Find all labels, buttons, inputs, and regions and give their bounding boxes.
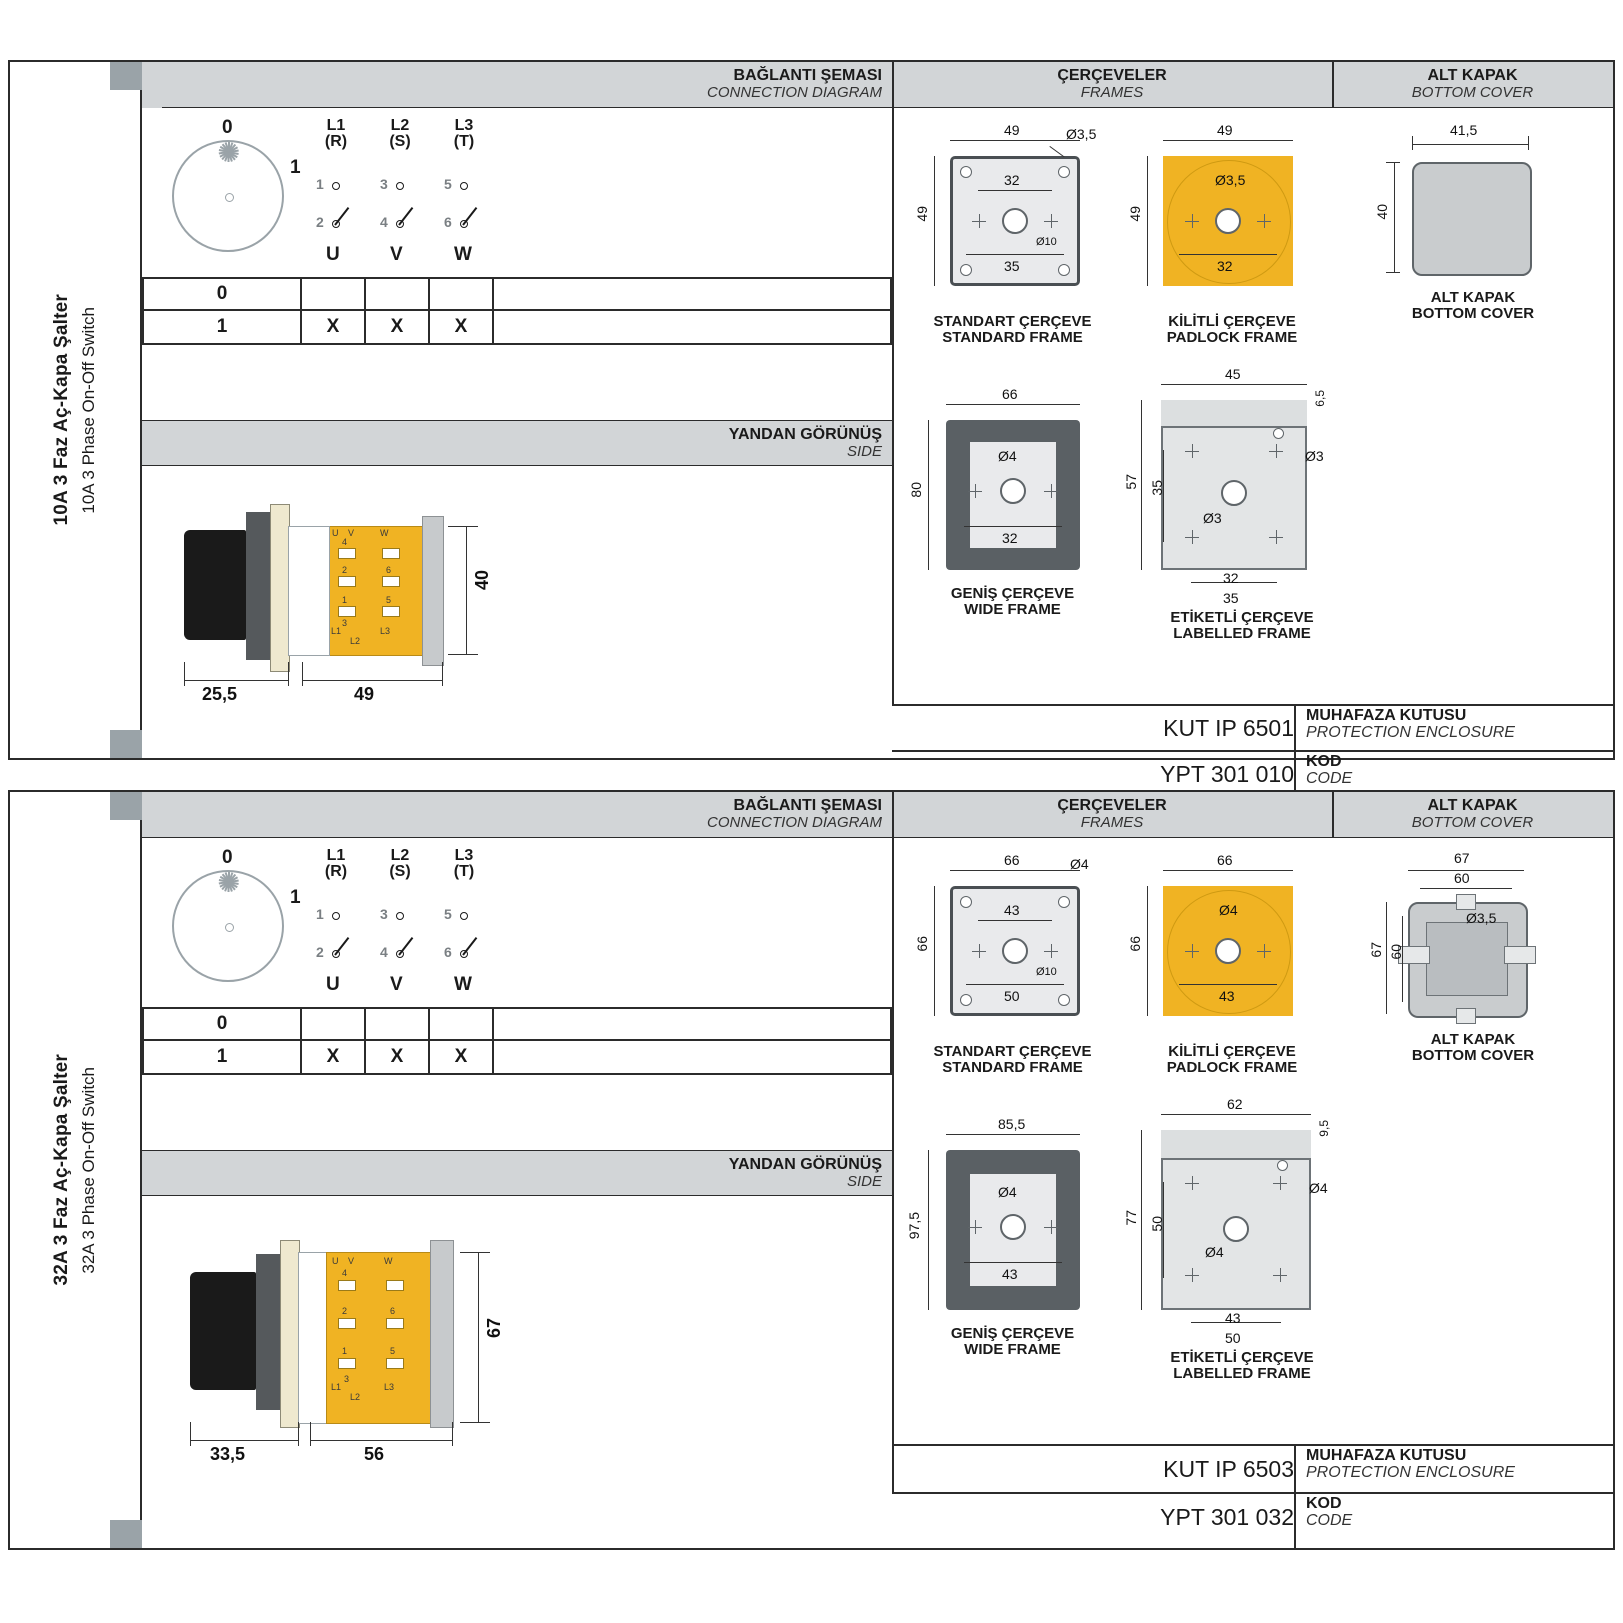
phase-label-l3: L3 (T) (453, 847, 475, 880)
section-32a (8, 790, 1615, 1550)
frame-wide-name-en: WIDE FRAME (964, 1341, 1061, 1359)
dim-length: 49 (354, 684, 375, 704)
dim-std-top: 49 (1004, 122, 1020, 138)
sv-terminal-2: 2 (342, 565, 348, 575)
dim-cover-width2: 60 (1454, 870, 1470, 886)
header-side-tr: YANDAN GÖRÜNÜŞ (728, 1155, 882, 1173)
section-title-en: 10A 3 Phase On-Off Switch (79, 306, 98, 514)
frame-labelled-32a (1123, 1092, 1357, 1402)
header-frames-tr: ÇERÇEVELER (1057, 67, 1167, 85)
header-side (142, 1150, 892, 1196)
table-cell: X (430, 1041, 494, 1073)
content-32a (142, 792, 1613, 1548)
dim-std-inner-bottom: 35 (1004, 258, 1020, 274)
phase-label-l2: L2 (S) (389, 117, 411, 150)
dim-cover-height: 67 (1368, 942, 1384, 958)
dim-std-top: 66 (1004, 852, 1020, 868)
sv-terminal-1: 1 (342, 1346, 348, 1356)
dial-label-1: 1 (290, 157, 301, 178)
dim-std-inner-top: 43 (1004, 902, 1020, 918)
dim-wide-top: 66 (1002, 386, 1018, 402)
sv-terminal-l3: L3 (384, 1382, 395, 1392)
frame-labelled-name-tr: ETİKETLİ ÇERÇEVE (1170, 609, 1314, 626)
terminal-num-3: 3 (380, 176, 388, 192)
sv-terminal-6: 6 (386, 565, 392, 575)
terminal-num-6: 6 (444, 214, 452, 230)
table-cell-pos: 0 (144, 279, 302, 309)
terminal-label-w: W (454, 974, 472, 995)
terminal-num-2: 2 (316, 944, 324, 960)
dial-label-0: 0 (222, 847, 233, 868)
terminal-num-3: 3 (380, 906, 388, 922)
truth-table-10a (142, 277, 892, 345)
header-frames (892, 792, 1332, 838)
terminal-num-5: 5 (444, 176, 452, 192)
sv-terminal-l1: L1 (331, 626, 342, 636)
table-row (144, 1041, 890, 1073)
frame-wide-32a (900, 1110, 1125, 1400)
terminal-label-w: W (454, 244, 472, 265)
dim-height: 40 (472, 570, 492, 591)
dim-lab-top: 62 (1227, 1096, 1243, 1112)
dim-std-inner-bottom: 50 (1004, 988, 1020, 1004)
table-cell: X (366, 1041, 430, 1073)
table-cell (430, 1009, 494, 1039)
product-code-32a: YPT 301 032 (1160, 1503, 1294, 1530)
enclosure-code-10a: KUT IP 6501 (1163, 714, 1294, 741)
header-frames-en: FRAMES (1080, 84, 1144, 102)
terminal-num-6: 6 (444, 944, 452, 960)
frame-wide-name-tr: GENİŞ ÇERÇEVE (950, 585, 1075, 602)
position-dial-32a (172, 870, 284, 982)
product-code-desc-10a: KOD CODE (1306, 753, 1353, 787)
frame-standard-name-en: STANDARD FRAME (942, 329, 1083, 347)
enclosure-desc-10a: MUHAFAZA KUTUSU PROTECTION ENCLOSURE (1306, 707, 1515, 741)
switch-body (326, 526, 424, 656)
table-cell (366, 279, 430, 309)
sv-terminal-v: V (348, 1256, 355, 1266)
dim-lab-left-inner: 50 (1149, 1216, 1165, 1232)
frame-labelled-name-en: LABELLED FRAME (1173, 625, 1311, 643)
dim-std-left: 66 (914, 936, 930, 952)
dim-lab-left-outer: 77 (1123, 1210, 1139, 1226)
dim-lab-hole1: Ø3 (1305, 448, 1324, 464)
dim-cover-hole: Ø3,5 (1466, 910, 1497, 926)
header-bottom-cover (1332, 792, 1613, 838)
switch-symbol-l1 (328, 182, 358, 228)
frame-padlock-name-tr: KİLİTLİ ÇERÇEVE (1168, 1043, 1296, 1060)
sv-terminal-5: 5 (386, 595, 392, 605)
switch-symbol-l1 (328, 912, 358, 958)
table-cell: X (302, 311, 366, 343)
terminal-num-1: 1 (316, 176, 324, 192)
frame-padlock-name-en: PADLOCK FRAME (1166, 1059, 1298, 1077)
dim-lab-inner: 32 (1223, 570, 1239, 586)
header-side-tr: YANDAN GÖRÜNÜŞ (728, 425, 882, 443)
table-cell: X (302, 1041, 366, 1073)
spine-32a (10, 792, 142, 1548)
header-connection-en: CONNECTION DIAGRAM (706, 814, 882, 832)
dim-pad-top: 49 (1217, 122, 1233, 138)
section-title-en: 32A 3 Phase On-Off Switch (79, 1066, 98, 1274)
bottom-cover-label-tr: ALT KAPAK (1430, 289, 1516, 306)
phase-label-l1: L1 (R) (324, 847, 348, 880)
dial-hub (225, 923, 234, 932)
dial-label-0: 0 (222, 117, 233, 138)
sv-terminal-4: 4 (342, 537, 348, 547)
phase-label-l1: L1 (R) (324, 117, 348, 150)
side-view-32a (142, 1196, 892, 1486)
header-bottom-cover-en: BOTTOM COVER (1411, 84, 1534, 102)
table-cell (302, 1009, 366, 1039)
sv-terminal-u: U (332, 528, 339, 538)
frame-labelled-10a (1123, 362, 1357, 662)
dim-length: 56 (364, 1444, 385, 1464)
header-connection (142, 792, 892, 838)
table-cell (366, 1009, 430, 1039)
sv-terminal-2: 2 (342, 1306, 348, 1316)
dim-lab-right: 6,5 (1313, 390, 1327, 407)
bottom-cover-32a (1338, 844, 1623, 1104)
terminal-num-4: 4 (380, 944, 388, 960)
header-bottom-cover-en: BOTTOM COVER (1411, 814, 1534, 832)
sv-terminal-w: W (384, 1256, 393, 1266)
frame-padlock-32a (1127, 844, 1337, 1134)
sv-terminal-6: 6 (390, 1306, 396, 1316)
table-row (144, 279, 890, 311)
dim-wide-top: 85,5 (998, 1116, 1026, 1132)
product-code-10a: YPT 301 010 (1160, 760, 1294, 787)
dim-std-center-hole: Ø10 (1036, 236, 1057, 248)
terminal-label-u: U (326, 974, 340, 995)
dim-cover-width: 41,5 (1450, 122, 1478, 138)
sv-terminal-4: 4 (342, 1268, 348, 1278)
switch-symbol-l2 (392, 912, 422, 958)
frame-standard-name-en: STANDARD FRAME (942, 1059, 1083, 1077)
dim-pad-left: 49 (1127, 206, 1143, 222)
table-cell-empty (494, 311, 890, 343)
frame-padlock-name-tr: KİLİTLİ ÇERÇEVE (1168, 313, 1296, 330)
section-title-tr: 10A 3 Faz Aç-Kapa Şalter (51, 294, 72, 526)
frame-standard-32a (900, 844, 1125, 1134)
dim-lab-left-inner: 35 (1149, 480, 1165, 496)
dim-lab-bottom: 50 (1225, 1330, 1241, 1346)
frame-labelled-name-en: LABELLED FRAME (1173, 1365, 1311, 1383)
table-cell: X (366, 311, 430, 343)
bottom-cover-label-en: BOTTOM COVER (1411, 305, 1535, 323)
frame-standard-name-tr: STANDART ÇERÇEVE (933, 313, 1092, 330)
dim-wide-left: 97,5 (906, 1212, 922, 1240)
dim-std-inner-top: 32 (1004, 172, 1020, 188)
mounting-plate (280, 1240, 300, 1428)
frame-wide-name-en: WIDE FRAME (964, 601, 1061, 619)
table-cell: X (430, 311, 494, 343)
dim-lab-bottom: 35 (1223, 590, 1239, 606)
sv-terminal-l2: L2 (350, 636, 361, 646)
sv-terminal-u: U (332, 1256, 339, 1266)
frame-padlock-10a (1127, 114, 1337, 404)
table-cell-pos: 1 (144, 311, 302, 343)
divider-bottomcover-left (1332, 792, 1334, 838)
phase-label-l2: L2 (S) (389, 847, 411, 880)
dim-wide-hole: Ø4 (998, 448, 1017, 464)
mounting-plate (270, 504, 290, 672)
bottom-cover-10a (1338, 114, 1618, 364)
body-end-cap (422, 516, 444, 666)
sv-terminal-3: 3 (342, 618, 348, 628)
position-dial-10a (172, 140, 284, 252)
knob-neck (246, 512, 270, 660)
switch-symbol-l3 (456, 182, 486, 228)
frame-standard-10a (900, 114, 1125, 404)
header-side-en: SIDE (846, 1172, 882, 1190)
dim-lab-inner: 43 (1225, 1310, 1241, 1326)
header-bottom-cover (1332, 62, 1613, 108)
table-cell-empty (494, 279, 890, 309)
terminal-num-2: 2 (316, 214, 324, 230)
header-connection-en: CONNECTION DIAGRAM (706, 84, 882, 102)
bottom-cover-label-en: BOTTOM COVER (1411, 1047, 1535, 1065)
table-row (144, 1009, 890, 1041)
table-cell (302, 279, 366, 309)
dim-std-left: 49 (914, 206, 930, 222)
dim-pad-inner: 43 (1219, 988, 1235, 1004)
dim-std-center-hole: Ø10 (1036, 966, 1057, 978)
body-end-cap (430, 1240, 454, 1428)
left-band-top (142, 62, 162, 108)
divider-frames-left (892, 792, 894, 1492)
dim-cover-height2: 60 (1388, 944, 1404, 960)
header-frames-en: FRAMES (1080, 814, 1144, 832)
divider-frames-left (892, 62, 894, 704)
frame-wide-name-tr: GENİŞ ÇERÇEVE (950, 1325, 1075, 1342)
knob-neck (256, 1254, 280, 1410)
sv-terminal-l2: L2 (350, 1392, 361, 1402)
dim-lab-top: 45 (1225, 366, 1241, 382)
terminal-label-v: V (390, 974, 403, 995)
dial-hub (225, 193, 234, 202)
section-title-tr: 32A 3 Faz Aç-Kapa Şalter (51, 1054, 72, 1286)
header-frames-tr: ÇERÇEVELER (1057, 797, 1167, 815)
dim-std-hole: Ø3,5 (1066, 126, 1097, 142)
dim-pad-top: 66 (1217, 852, 1233, 868)
section-10a (8, 60, 1615, 787)
spine-10a (10, 62, 142, 758)
knob (184, 530, 246, 640)
table-cell-pos: 0 (144, 1009, 302, 1039)
table-cell-pos: 1 (144, 1041, 302, 1073)
dial-label-1: 1 (290, 887, 301, 908)
sv-terminal-l3: L3 (380, 626, 391, 636)
terminal-num-1: 1 (316, 906, 324, 922)
dim-pad-hole: Ø3,5 (1215, 172, 1246, 188)
frame-standard-name-tr: STANDART ÇERÇEVE (933, 1043, 1092, 1060)
switch-symbol-l3 (456, 912, 486, 958)
sv-terminal-l1: L1 (331, 1382, 342, 1392)
dim-lab-hole2: Ø4 (1205, 1244, 1224, 1260)
product-code-desc-32a: KOD CODE (1306, 1495, 1353, 1529)
sv-terminal-1: 1 (342, 595, 348, 605)
header-frames (892, 62, 1332, 108)
dim-lab-right: 9,5 (1317, 1120, 1331, 1137)
table-cell-empty (494, 1009, 890, 1039)
table-cell (430, 279, 494, 309)
sv-terminal-3: 3 (344, 1374, 350, 1384)
header-bottom-cover-tr: ALT KAPAK (1427, 797, 1518, 815)
switch-symbol-l2 (392, 182, 422, 228)
header-side (142, 420, 892, 466)
divider-bottomcover-left (1332, 62, 1334, 108)
dim-pad-inner: 32 (1217, 258, 1233, 274)
frame-padlock-name-en: PADLOCK FRAME (1166, 329, 1298, 347)
table-row (144, 311, 890, 343)
enclosure-code-32a: KUT IP 6503 (1163, 1455, 1294, 1482)
terminal-label-v: V (390, 244, 403, 265)
terminal-num-4: 4 (380, 214, 388, 230)
table-cell-empty (494, 1041, 890, 1073)
header-connection (142, 62, 892, 108)
dim-lab-left-outer: 57 (1123, 474, 1139, 490)
truth-table-32a (142, 1007, 892, 1075)
bottom-cover-label-tr: ALT KAPAK (1430, 1031, 1516, 1048)
dim-wide-hole: Ø4 (998, 1184, 1017, 1200)
dim-wide-inner: 43 (1002, 1266, 1018, 1282)
dim-pad-left: 66 (1127, 936, 1143, 952)
content-10a (142, 62, 1613, 787)
sv-terminal-v: V (348, 528, 355, 538)
dim-cover-width: 67 (1454, 850, 1470, 866)
dim-pad-hole: Ø4 (1219, 902, 1238, 918)
dim-wide-left: 80 (908, 482, 924, 498)
dim-std-hole: Ø4 (1070, 856, 1089, 872)
side-view-10a (142, 466, 892, 702)
dim-lab-hole1: Ø4 (1309, 1180, 1328, 1196)
dim-depth: 25,5 (202, 684, 238, 704)
frame-wide-10a (900, 380, 1125, 660)
frame-labelled-name-tr: ETİKETLİ ÇERÇEVE (1170, 1349, 1314, 1366)
dim-lab-hole2: Ø3 (1203, 510, 1222, 526)
dim-wide-inner: 32 (1002, 530, 1018, 546)
header-bottom-cover-tr: ALT KAPAK (1427, 67, 1518, 85)
header-side-en: SIDE (846, 442, 882, 460)
enclosure-desc-32a: MUHAFAZA KUTUSU PROTECTION ENCLOSURE (1306, 1447, 1515, 1481)
knob (190, 1272, 256, 1390)
sv-terminal-w: W (380, 528, 389, 538)
dim-height: 67 (484, 1318, 504, 1339)
dim-depth: 33,5 (210, 1444, 246, 1464)
terminal-num-5: 5 (444, 906, 452, 922)
sv-terminal-5: 5 (390, 1346, 396, 1356)
dim-cover-height: 40 (1374, 204, 1390, 220)
terminal-label-u: U (326, 244, 340, 265)
header-connection-tr: BAĞLANTI ŞEMASI (733, 797, 882, 815)
phase-label-l3: L3 (T) (453, 117, 475, 150)
header-connection-tr: BAĞLANTI ŞEMASI (733, 67, 882, 85)
